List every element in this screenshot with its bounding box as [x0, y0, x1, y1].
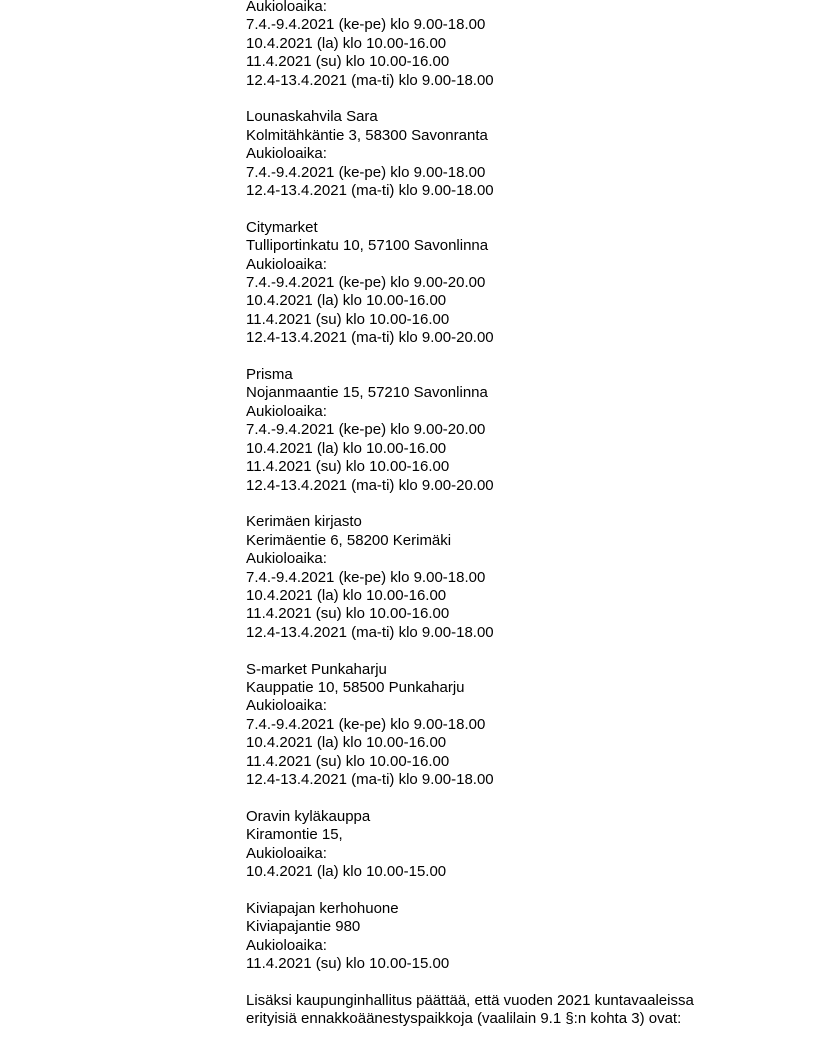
- location-entry-s-market-punkaharju: [246, 661, 806, 790]
- opening-hours-line: 10.4.2021 (la) klo 10.00-16.00: [246, 734, 447, 752]
- closing-paragraph: [246, 992, 806, 1029]
- location-entry-prisma: [246, 366, 806, 495]
- location-entry-kiviapajan-kerhohuone: [246, 900, 806, 974]
- opening-hours-line: 7.4.-9.4.2021 (ke-pe) klo 9.00-18.00: [246, 568, 486, 586]
- opening-hours-label: Aukioloaika:: [246, 0, 327, 15]
- opening-hours-line: 12.4-13.4.2021 (ma-ti) klo 9.00-18.00: [246, 770, 494, 788]
- opening-hours-line: 11.4.2021 (su) klo 10.00-15.00: [246, 955, 450, 973]
- paragraph-line: erityisiä ennakkoäänestyspaikkoja (vaalilain 9.1 §:n kohta 3) ovat:: [246, 1010, 682, 1028]
- location-entry-kerimaen-kirjasto: [246, 513, 806, 642]
- location-name: Kiviapajan kerhohuone: [246, 899, 399, 917]
- opening-hours-label: Aukioloaika:: [246, 145, 327, 163]
- location-entry-lounaskahvila-sara: [246, 108, 806, 200]
- opening-hours-line: 11.4.2021 (su) klo 10.00-16.00: [246, 310, 450, 328]
- location-address: Kolmitähkäntie 3, 58300 Savonranta: [246, 126, 488, 144]
- opening-hours-line: 11.4.2021 (su) klo 10.00-16.00: [246, 53, 450, 71]
- location-entry-oravin-kylakauppa: [246, 808, 806, 882]
- location-entry-citymarket: [246, 219, 806, 348]
- location-name: Oravin kyläkauppa: [246, 807, 371, 825]
- location-name: Kerimäen kirjasto: [246, 513, 362, 531]
- opening-hours-label: Aukioloaika:: [246, 936, 327, 954]
- opening-hours-label: Aukioloaika:: [246, 844, 327, 862]
- opening-hours-line: 10.4.2021 (la) klo 10.00-15.00: [246, 863, 447, 880]
- paragraph-line: Lisäksi kaupunginhallitus päättää, että vuoden 2021 kuntavaaleissa: [246, 991, 694, 1009]
- opening-hours-line: 7.4.-9.4.2021 (ke-pe) klo 9.00-18.00: [246, 163, 486, 181]
- opening-hours-line: 10.4.2021 (la) klo 10.00-16.00: [246, 292, 447, 310]
- opening-hours-line: 12.4-13.4.2021 (ma-ti) klo 9.00-18.00: [246, 623, 494, 641]
- opening-hours-line: 10.4.2021 (la) klo 10.00-16.00: [246, 586, 447, 604]
- location-address: Kerimäentie 6, 58200 Kerimäki: [246, 531, 452, 549]
- location-name: S-market Punkaharju: [246, 660, 387, 678]
- opening-hours-line: 11.4.2021 (su) klo 10.00-16.00: [246, 752, 450, 770]
- location-name: Prisma: [246, 366, 293, 384]
- location-name: Lounaskahvila Sara: [246, 108, 378, 126]
- location-address: Kauppatie 10, 58500 Punkaharju: [246, 678, 465, 696]
- opening-hours-fragment: [246, 0, 806, 90]
- opening-hours-line: 11.4.2021 (su) klo 10.00-16.00: [246, 458, 450, 476]
- opening-hours-line: 7.4.-9.4.2021 (ke-pe) klo 9.00-18.00: [246, 715, 486, 733]
- opening-hours-line: 7.4.-9.4.2021 (ke-pe) klo 9.00-20.00: [246, 274, 486, 292]
- opening-hours-line: 11.4.2021 (su) klo 10.00-16.00: [246, 605, 450, 623]
- location-address: Kiviapajantie 980: [246, 918, 361, 936]
- opening-hours-label: Aukioloaika:: [246, 402, 327, 420]
- opening-hours-label: Aukioloaika:: [246, 697, 327, 715]
- opening-hours-label: Aukioloaika:: [246, 255, 327, 273]
- opening-hours-line: 12.4-13.4.2021 (ma-ti) klo 9.00-18.00: [246, 182, 494, 200]
- opening-hours-line: 10.4.2021 (la) klo 10.00-16.00: [246, 439, 447, 457]
- location-name: Citymarket: [246, 218, 318, 236]
- opening-hours-line: 7.4.-9.4.2021 (ke-pe) klo 9.00-20.00: [246, 421, 486, 439]
- opening-hours-line: 12.4-13.4.2021 (ma-ti) klo 9.00-20.00: [246, 329, 494, 347]
- opening-hours-line: 7.4.-9.4.2021 (ke-pe) klo 9.00-18.00: [246, 16, 486, 34]
- opening-hours-label: Aukioloaika:: [246, 550, 327, 568]
- location-address: Tulliportinkatu 10, 57100 Savonlinna: [246, 237, 489, 255]
- location-address: Kiramontie 15,: [246, 826, 343, 844]
- location-address: Nojanmaantie 15, 57210 Savonlinna: [246, 384, 488, 402]
- opening-hours-line: 10.4.2021 (la) klo 10.00-16.00: [246, 34, 447, 52]
- opening-hours-line: 12.4-13.4.2021 (ma-ti) klo 9.00-20.00: [246, 476, 494, 494]
- document-page: [246, 0, 806, 1047]
- opening-hours-line: 12.4-13.4.2021 (ma-ti) klo 9.00-18.00: [246, 71, 494, 89]
